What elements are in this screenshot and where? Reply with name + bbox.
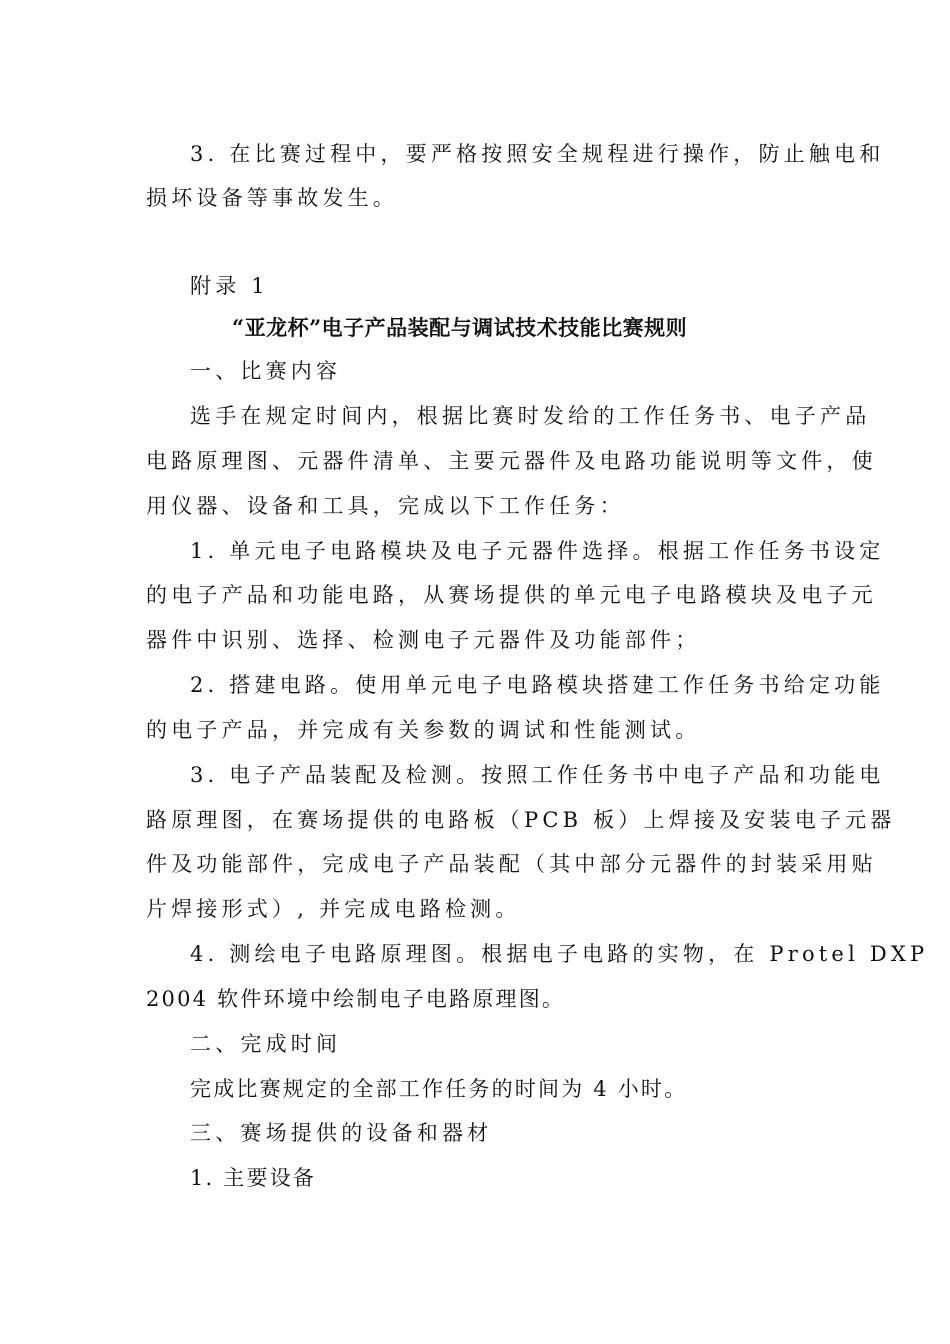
intro-line-3: 用仪器、设备和工具，完成以下工作任务： [146, 494, 625, 518]
sub-heading-main-equipment: 1. 主要设备 [190, 1166, 317, 1190]
task-3-line-4: 片焊接形式）, 并完成电路检测。 [146, 897, 521, 921]
task-4-line-2: 2004 软件环境中绘制电子电路原理图。 [146, 987, 566, 1011]
task-3-line-2: 路原理图，在赛场提供的电路板（PCB 板）上焊接及安装电子元器 [146, 808, 896, 832]
section-heading-content: 一、比赛内容 [190, 359, 342, 383]
task-3-line-3: 件及功能部件，完成电子产品装配（其中部分元器件的封装采用贴 [146, 852, 877, 876]
task-4-line-1: 4. 测绘电子电路原理图。根据电子电路的实物，在 Protel DXP [190, 942, 929, 966]
document-title: “亚龙杯”电子产品装配与调试技术技能比赛规则 [232, 315, 688, 340]
intro-line-2: 电路原理图、元器件清单、主要元器件及电路功能说明等文件，使 [146, 449, 877, 473]
task-3-line-1: 3. 电子产品装配及检测。按照工作任务书中电子产品和功能电 [190, 763, 885, 787]
safety-rule-line-2: 损坏设备等事故发生。 [146, 186, 398, 210]
task-1-line-3: 器件中识别、选择、检测电子元器件及功能部件； [146, 628, 701, 652]
time-text: 完成比赛规定的全部工作任务的时间为 4 小时。 [190, 1077, 688, 1101]
task-1-line-2: 的电子产品和功能电路，从赛场提供的单元电子电路模块及电子元 [146, 583, 877, 607]
section-heading-time: 二、完成时间 [190, 1032, 342, 1056]
intro-line-1: 选手在规定时间内，根据比赛时发给的工作任务书、电子产品 [190, 404, 871, 428]
task-2-line-2: 的电子产品，并完成有关参数的调试和性能测试。 [146, 718, 701, 742]
appendix-label: 附录 1 [190, 274, 269, 298]
section-heading-equipment: 三、赛场提供的设备和器材 [190, 1121, 493, 1145]
task-1-line-1: 1. 单元电子电路模块及电子元器件选择。根据工作任务书设定 [190, 539, 885, 563]
task-2-line-1: 2. 搭建电路。使用单元电子电路模块搭建工作任务书给定功能 [190, 673, 885, 697]
safety-rule-line-1: 3. 在比赛过程中，要严格按照安全规程进行操作，防止触电和 [190, 142, 885, 166]
